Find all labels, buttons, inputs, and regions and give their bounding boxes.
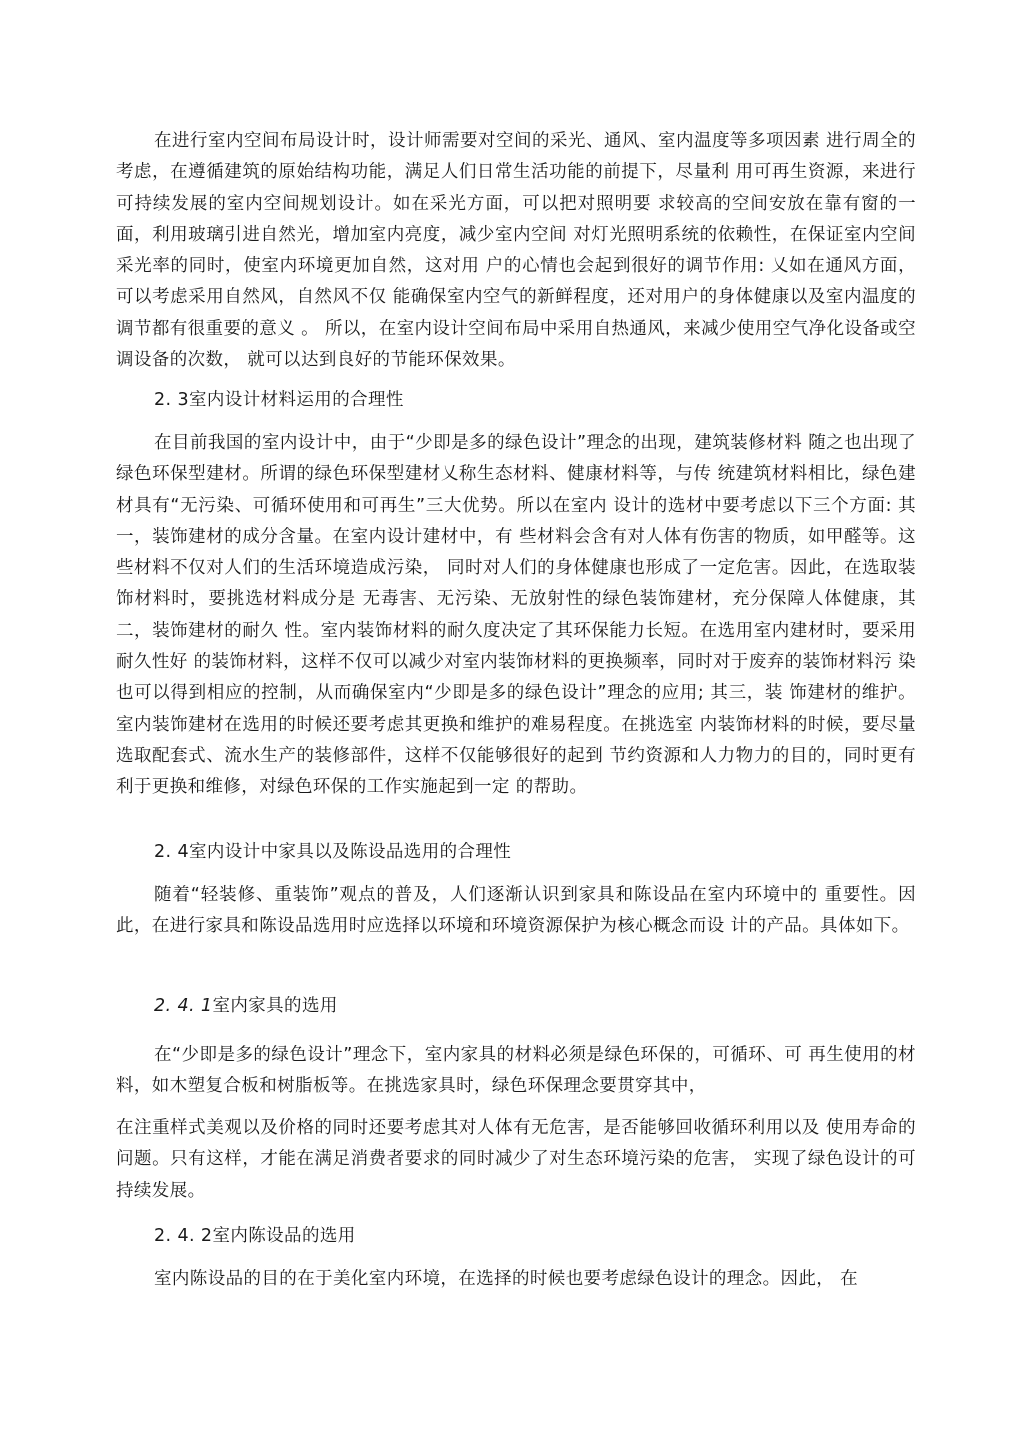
paragraph-layout-ventilation: 在进行室内空间布局设计时，设计师需要对空间的采光、通风、室内温度等多项因素 进行周全的考虑，在遵循建筑的原始结构功能，满足人们日常生活功能的前提下，尽量利 用可再生资源，来进行可持续发展的室内空间规划设计。如在采光方面，可以把对照明要 求较高的空间安放在靠有窗的一面，利用玻璃引进自然光，增加室内亮度，减少室内空间 对灯光照明系统的依赖性，在保证室内空间采光率的同时，使室内环境更加自然，这对用 户的心情也会起到很好的调节作用: 乂如在通风方面，可以考虑采用自然风，自然风不仅 能确保室内空气的新鲜程度，还对用户的身体健康以及室内温度的调节都有很重要的意义 。 所以，在室内设计空间布局中采用自热通风，来减少使用空气净化设备或空调设备的次数， 就可以达到良好的节能环保效果。 bbox=[116, 131, 916, 371]
paragraph-green-materials: 在目前我国的室内设计中，由于“少即是多的绿色设计”理念的出现，建筑装修材料 随之也出现了绿色环保型建材。所谓的绿色环保型建材乂称生态材料、健康材料等，与传 统建筑材料相比，绿色建材具有“无污染、可循环使用和可再生”三大优势。所以在室内 设计的选材中要考虑以下三个方面: 其一，装饰建材的成分含量。在室内设计建材中，有 些材料会含有对人体有伤害的物质，如甲醛等。这些材料不仅对人们的生活环境造成污染， 同时对人们的身体健康也形成了一定危害。因此，在选取装饰材料时，要挑选材料成分是 无毒害、无污染、无放射性的绿色装饰建材，充分保障人体健康，其二，装饰建材的耐久 性。室内装饰材料的耐久度决定了其环保能力长短。在选用室内建材时，要采用耐久性好 的装饰材料，这样不仅可以减少对室内装饰材料的更换频率，同时对于废弃的装饰材料污 染也可以得到相应的控制，从而确保室内“少即是多的绿色设计”理念的应用; 其三，装 饰建材的维护。室内装饰建材在选用的时候还要考虑其更换和维护的难易程度。在挑选室 内装饰材料的时候，要尽量选取配套式、流水生产的装修部件，这样不仅能够很好的起到 节约资源和人力物力的目的，同时更有利于更换和维修，对绿色环保的工作实施起到一定 的帮助。 bbox=[116, 433, 916, 798]
paragraph-decor-items: 室内陈设品的目的在于美化室内环境，在选择的时候也要考虑绿色设计的理念。因此， 在 bbox=[154, 1269, 859, 1289]
paragraph-furniture-lifespan: 在注重样式美观以及价格的同时还要考虑其对人体有无危害，是否能够回收循环利用以及 使用寿命的问题。只有这样，才能在满足消费者要求的同时减少了对生态环境污染的危害， 实现了绿色设计的可持续发展。 bbox=[116, 1118, 916, 1201]
paragraph-furniture-materials: 在“少即是多的绿色设计”理念下，室内家具的材料必须是绿色环保的，可循环、可 再生使用的材料，如木塑复合板和树脂板等。在挑选家具时，绿色环保理念要贯穿其中， bbox=[116, 1045, 916, 1097]
subsection-heading-2-4-1 bbox=[154, 992, 854, 1020]
subsection-heading-2-4-2: 2. 4. 2室内陈设品的选用 bbox=[154, 1226, 356, 1246]
subsection-title: 室内家具的选用 bbox=[212, 996, 338, 1016]
paragraph-furniture-intro: 随着“轻装修、重装饰”观点的普及，人们逐渐认识到家具和陈设品在室内环境中的 重要性。因此，在进行家具和陈设品选用时应选择以环境和环境资源保护为核心概念而设 计的产品。具体如下。 bbox=[116, 885, 916, 937]
section-heading-2-4: 2. 4室内设计中家具以及陈设品选用的合理性 bbox=[154, 842, 512, 862]
subsection-number: 2. 4. 1 bbox=[154, 996, 213, 1016]
section-heading-2-3: 2. 3室内设计材料运用的合理性 bbox=[154, 390, 404, 410]
